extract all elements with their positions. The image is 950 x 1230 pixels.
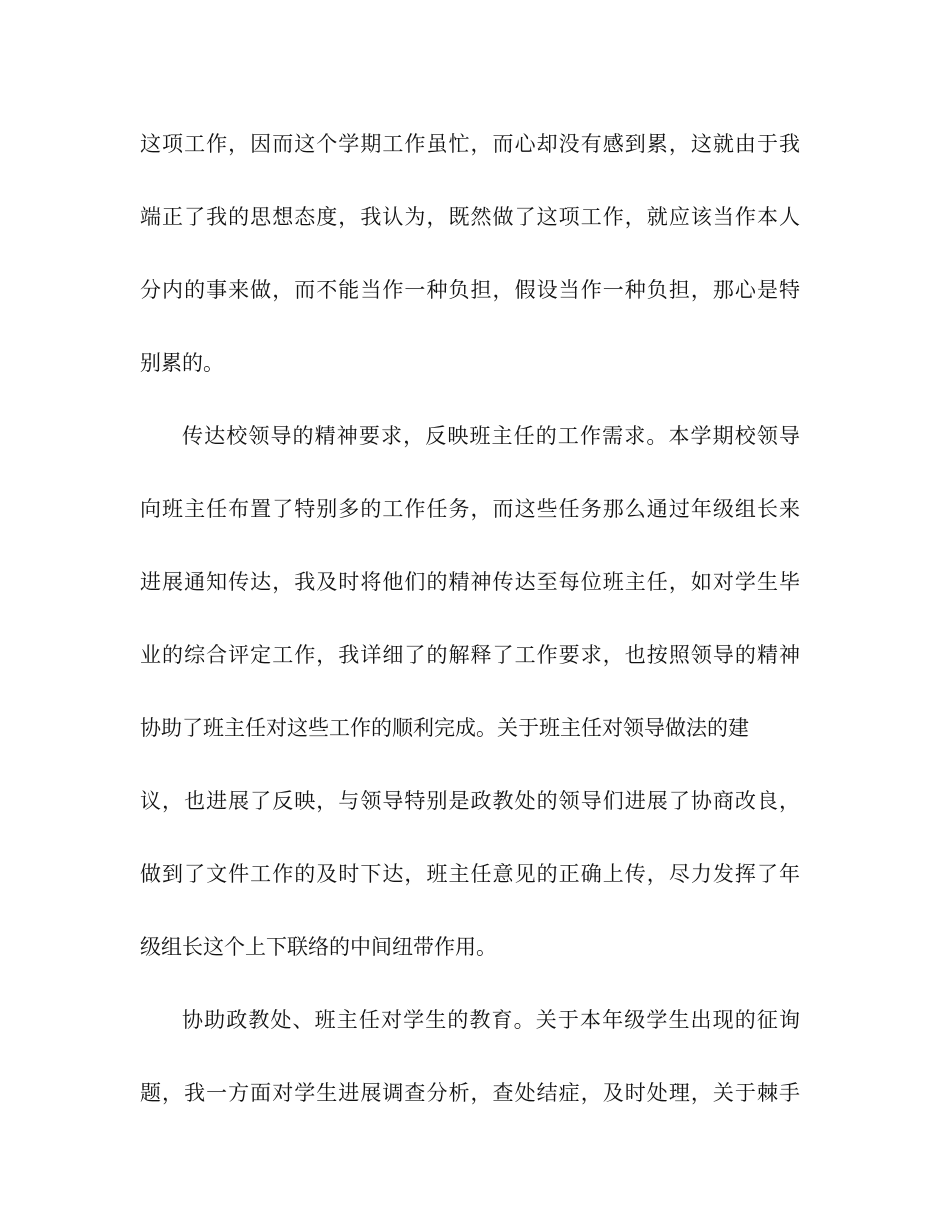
text-line: 议，也进展了反映，与领导特别是政教处的领导们进展了协商改良， [140,789,800,813]
text-line: 分内的事来做，而不能当作一种负担，假设当作一种负担，那心是特 [140,278,800,302]
text-line: 别累的。 [140,351,224,375]
text-line: 级组长这个上下联络的中间纽带作用。 [140,935,497,959]
text-line: 协助了班主任对这些工作的顺利完成。关于班主任对领导做法的建 [140,716,749,740]
text-line: 业的综合评定工作，我详细了的解释了工作要求，也按照领导的精神 [140,643,800,667]
paragraph-start-line: 传达校领导的精神要求，反映班主任的工作需求。本学期校领导 [182,424,800,448]
text-line: 做到了文件工作的及时下达，班主任意见的正确上传，尽力发挥了年 [140,862,800,886]
paragraph-start-line: 协助政教处、班主任对学生的教育。关于本年级学生出现的征询 [182,1008,800,1032]
text-line: 题，我一方面对学生进展调查分析，查处结症，及时处理，关于棘手 [140,1081,800,1105]
text-line: 这项工作，因而这个学期工作虽忙，而心却没有感到累，这就由于我 [140,132,800,156]
text-line: 端正了我的思想态度，我认为，既然做了这项工作，就应该当作本人 [140,205,800,229]
text-line: 向班主任布置了特别多的工作任务，而这些任务那么通过年级组长来 [140,497,800,521]
text-line: 进展通知传达，我及时将他们的精神传达至每位班主任，如对学生毕 [140,570,800,594]
